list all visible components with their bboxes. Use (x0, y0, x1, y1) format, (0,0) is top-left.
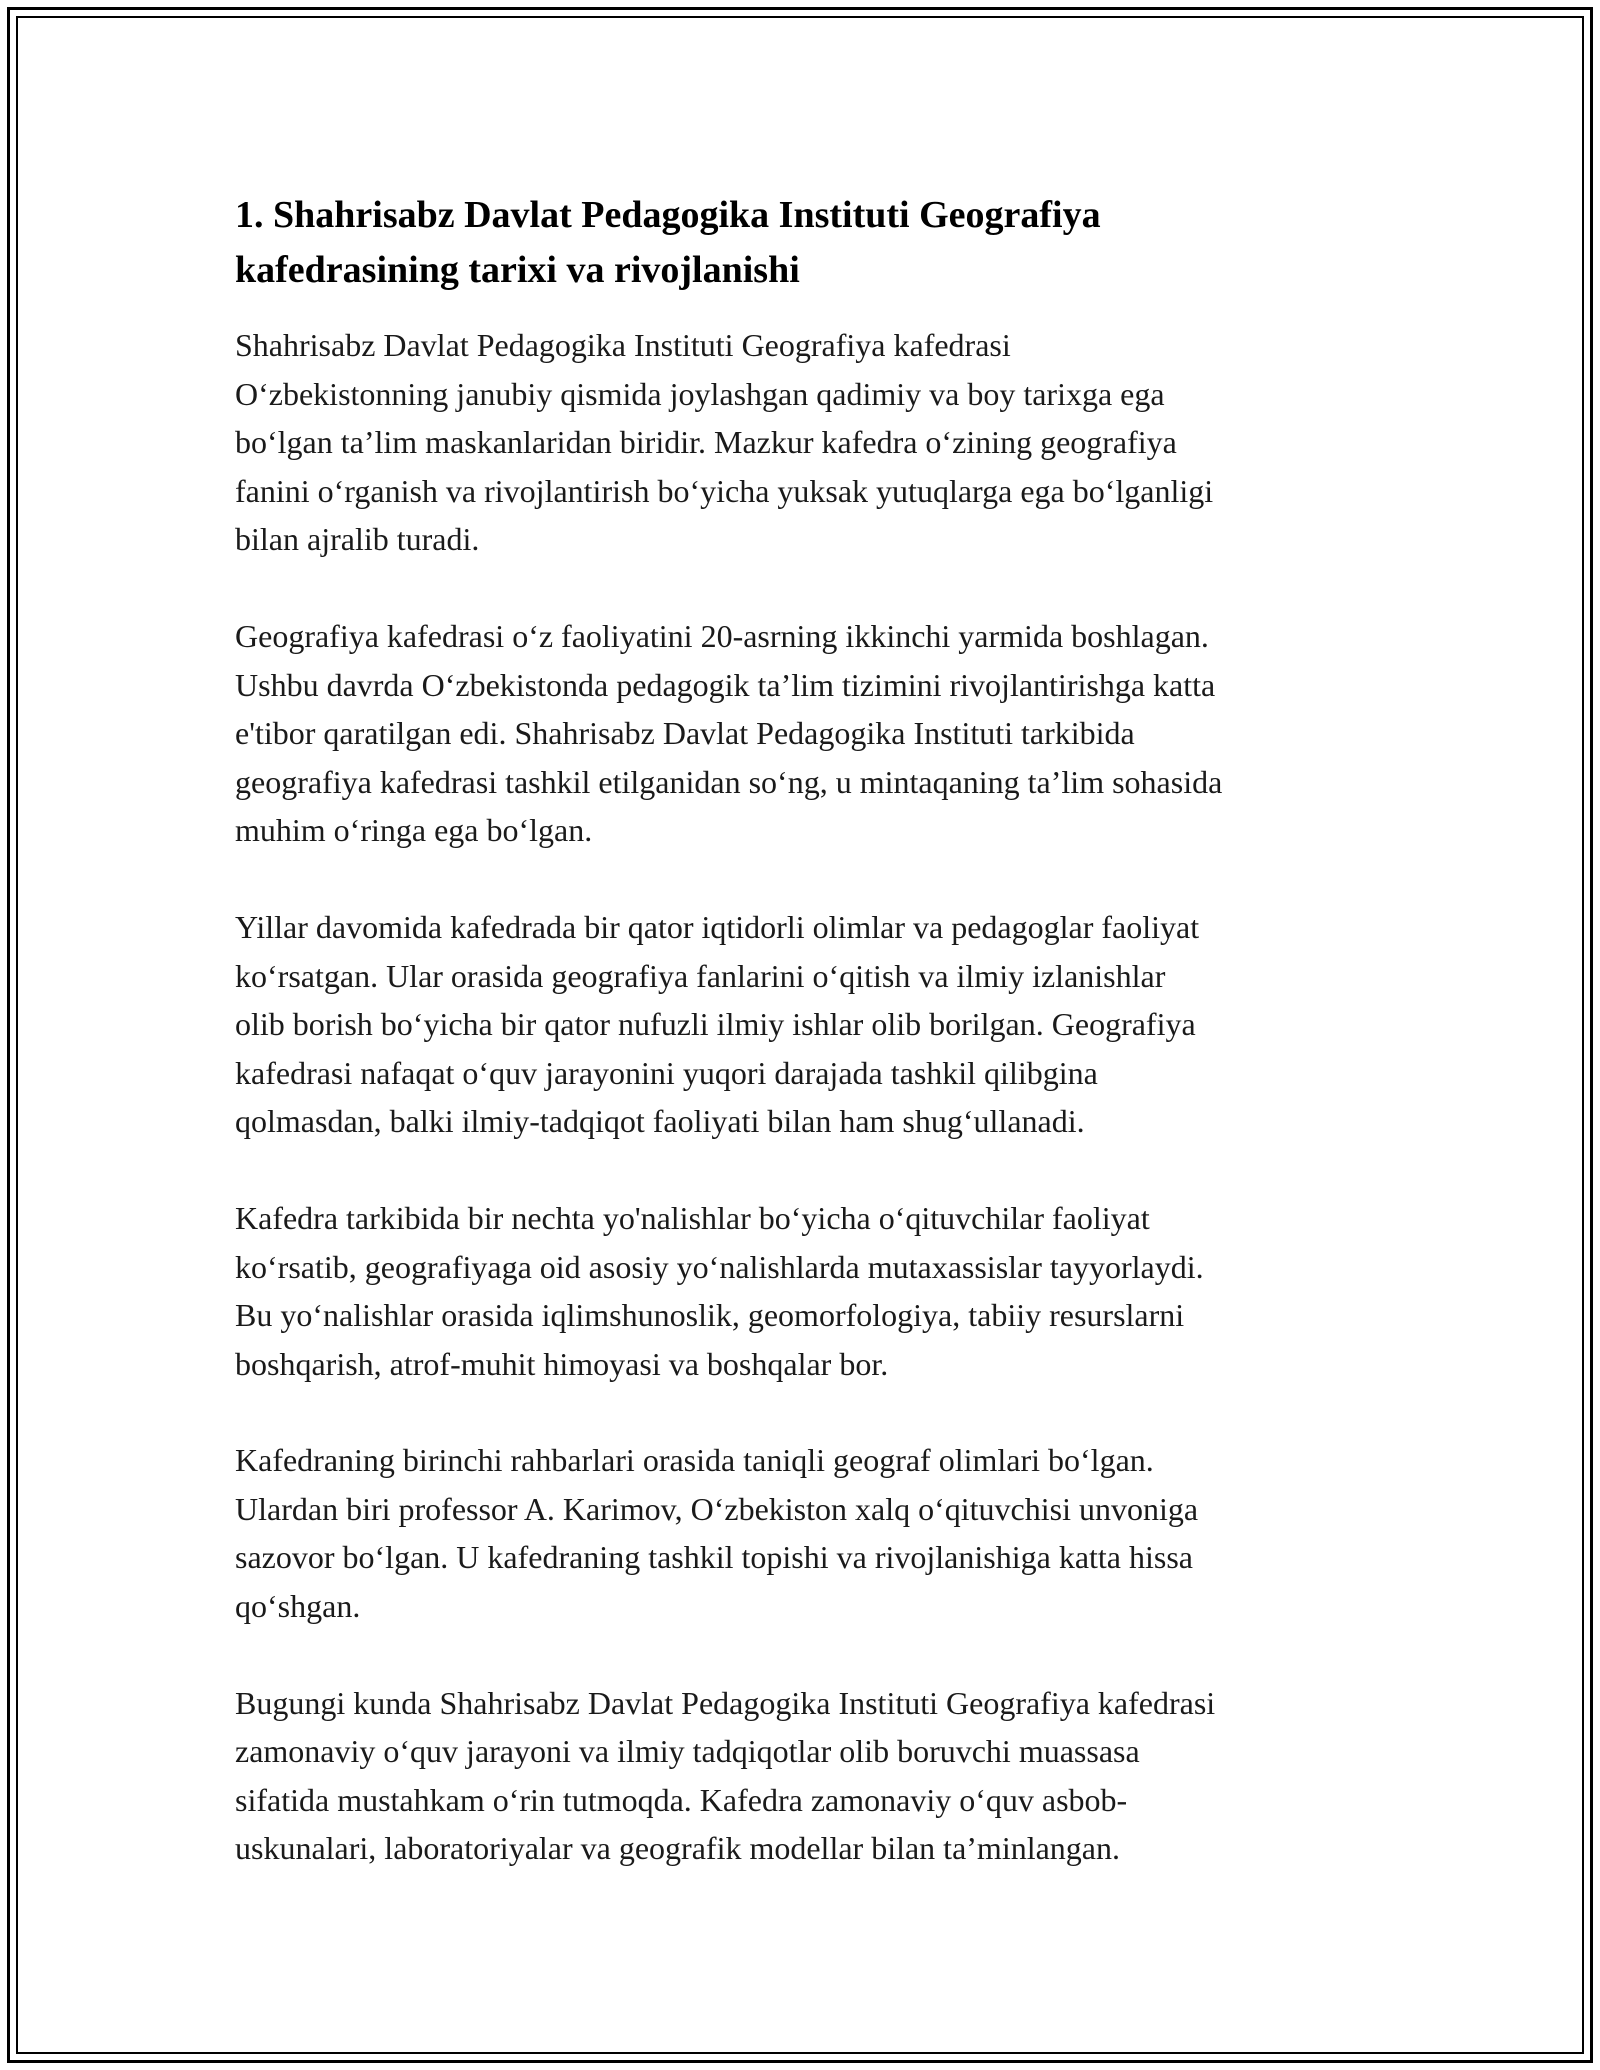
text-line: ko‘rsatgan. Ular orasida geografiya fanlarini o‘qitish va ilmiy izlanishlar (235, 957, 1166, 994)
text-line: O‘zbekistonning janubiy qismida joylashgan qadimiy va boy tarixga ega (235, 375, 1165, 412)
text-line: bo‘lgan ta’lim maskanlaridan biridir. Mazkur kafedra o‘zining geografiya (235, 424, 1177, 461)
text-line: Geografiya kafedrasi o‘z faoliyatini 20-asrning ikkinchi yarmida boshlagan. (235, 617, 1209, 654)
text-line: Yillar davomida kafedrada bir qator iqtidorli olimlar va pedagoglar faoliyat (235, 908, 1200, 945)
heading-line: 1. Shahrisabz Davlat Pedagogika Instituti Geografiya (235, 194, 1101, 236)
text-line: kafedrasi nafaqat o‘quv jarayonini yuqori darajada tashkil qilibgina (235, 1054, 1098, 1091)
paragraph-2 (235, 612, 1385, 855)
text-line: olib borish bo‘yicha bir qator nufuzli ilmiy ishlar olib borilgan. Geografiya (235, 1006, 1196, 1043)
text-line: Bugungi kunda Shahrisabz Davlat Pedagogika Instituti Geografiya kafedrasi (235, 1684, 1216, 1721)
text-line: qolmasdan, balki ilmiy-tadqiqot faoliyati bilan ham shug‘ullanadi. (235, 1103, 1085, 1140)
text-line: sazovor bo‘lgan. U kafedraning tashkil topishi va rivojlanishiga katta hissa (235, 1539, 1193, 1576)
text-line: e'tibor qaratilgan edi. Shahrisabz Davlat Pedagogika Instituti tarkibida (235, 715, 1135, 752)
paragraph-6 (235, 1679, 1385, 1873)
text-line: Ulardan biri professor A. Karimov, O‘zbekiston xalq o‘qituvchisi unvoniga (235, 1490, 1199, 1527)
paragraph-4 (235, 1194, 1385, 1388)
paragraph-1 (235, 321, 1385, 564)
document-body (235, 188, 1385, 1921)
text-line: bilan ajralib turadi. (235, 521, 480, 558)
text-line: Ushbu davrda O‘zbekistonda pedagogik ta’lim tizimini rivojlantirishga katta (235, 666, 1216, 703)
heading-line: kafedrasining tarixi va rivojlanishi (235, 249, 800, 291)
text-line: boshqarish, atrof-muhit himoyasi va boshqalar bor. (235, 1345, 889, 1382)
text-line: Kafedraning birinchi rahbarlari orasida taniqli geograf olimlari bo‘lgan. (235, 1442, 1154, 1479)
text-line: Shahrisabz Davlat Pedagogika Instituti Geografiya kafedrasi (235, 327, 1011, 363)
text-line: geografiya kafedrasi tashkil etilganidan so‘ng, u mintaqaning ta’lim sohasida (235, 763, 1223, 800)
text-line: sifatida mustahkam o‘rin tutmoqda. Kafedra zamonaviy o‘quv asbob- (235, 1781, 1128, 1818)
text-line: Bu yo‘nalishlar orasida iqlimshunoslik, geomorfologiya, tabiiy resurslarni (235, 1297, 1185, 1334)
text-line: qo‘shgan. (235, 1588, 361, 1625)
section-heading (235, 188, 1385, 298)
paragraph-3 (235, 903, 1385, 1146)
text-line: muhim o‘ringa ega bo‘lgan. (235, 812, 593, 849)
paragraph-5 (235, 1436, 1385, 1630)
text-line: Kafedra tarkibida bir nechta yo'nalishlar bo‘yicha o‘qituvchilar faoliyat (235, 1199, 1150, 1236)
text-line: uskunalari, laboratoriyalar va geografik modellar bilan ta’minlangan. (235, 1830, 1120, 1867)
text-line: zamonaviy o‘quv jarayoni va ilmiy tadqiqotlar olib boruvchi muassasa (235, 1733, 1140, 1770)
text-line: ko‘rsatib, geografiyaga oid asosiy yo‘nalishlarda mutaxassislar tayyorlaydi. (235, 1248, 1204, 1285)
text-line: fanini o‘rganish va rivojlantirish bo‘yicha yuksak yutuqlarga ega bo‘lganligi (235, 472, 1214, 509)
